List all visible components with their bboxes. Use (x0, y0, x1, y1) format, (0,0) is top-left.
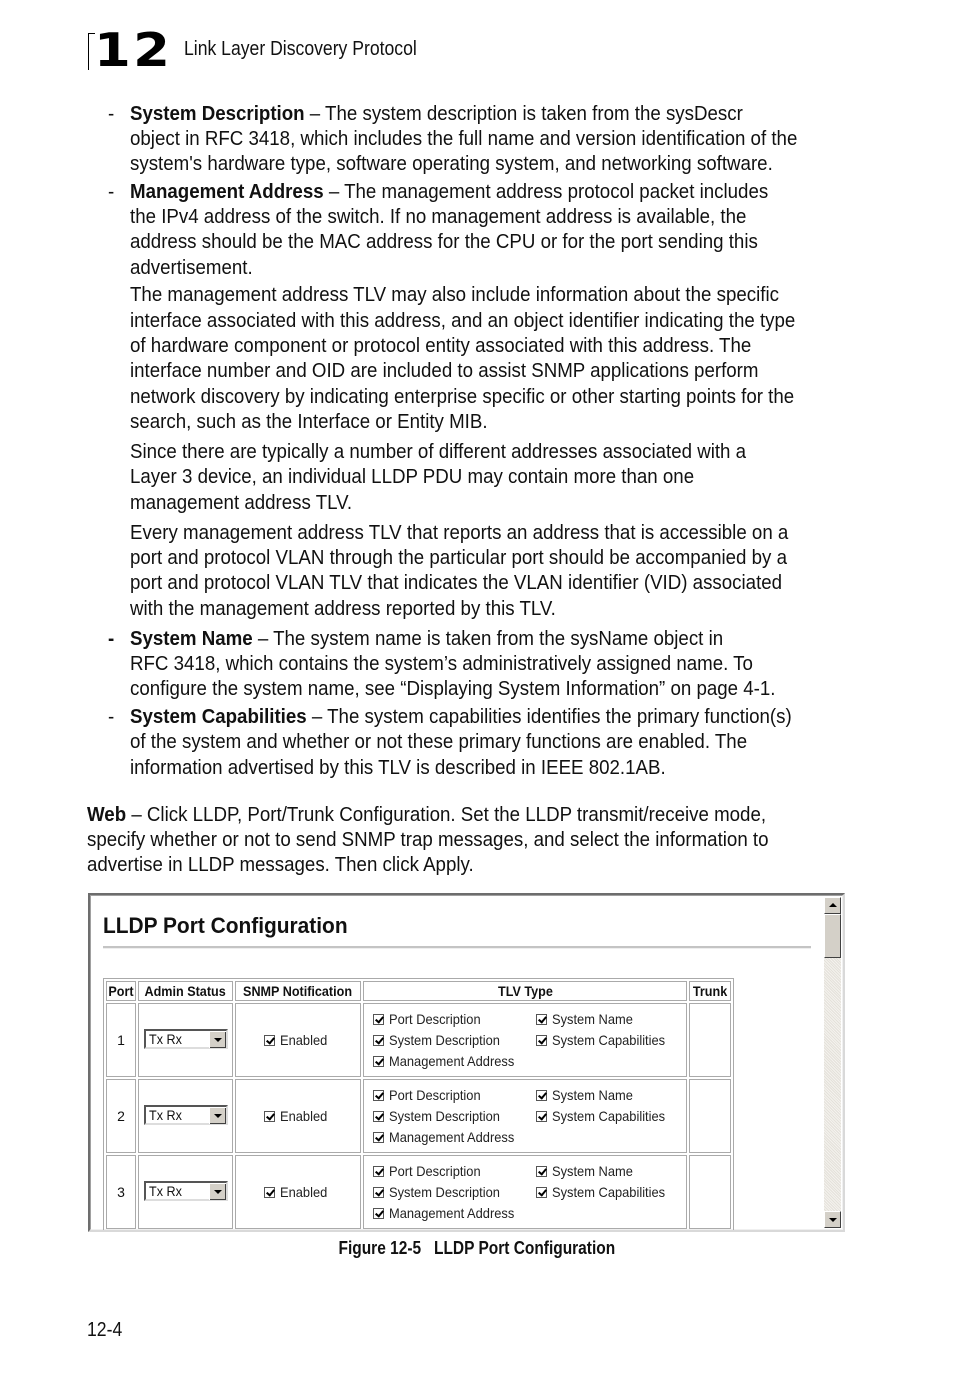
admin-status-cell (138, 1079, 233, 1153)
admin-status-cell (138, 1003, 233, 1077)
admin-status-select[interactable] (144, 1105, 228, 1125)
text-line: configure the system name, see “Displaying System Information” on page 4-1. (130, 678, 776, 700)
port-description-checkbox[interactable] (373, 1014, 384, 1025)
text-line: interface number and OID are included to assist SNMP applications perform (130, 360, 759, 382)
checkbox-label: System Capabilities (552, 1108, 666, 1124)
system-name-checkbox[interactable] (536, 1014, 547, 1025)
text-line: of the system and whether or not these primary functions are enabled. The (130, 731, 748, 753)
text-line: specify whether or not to send SNMP trap messages, and select the information to (87, 829, 769, 851)
checkbox-label: Management Address (389, 1205, 515, 1221)
system-capabilities-checkbox[interactable] (536, 1111, 547, 1122)
management-address-checkbox[interactable] (373, 1056, 384, 1067)
snmp-enabled-checkbox[interactable] (264, 1111, 275, 1122)
admin-status-select[interactable] (144, 1181, 228, 1201)
page-title: LLDP Port Configuration (103, 913, 348, 938)
table-row (106, 1079, 731, 1153)
trunk-cell (689, 1003, 731, 1077)
page-number: 12-4 (87, 1319, 123, 1341)
text-line: search, such as the Interface or Entity MIB. (130, 411, 488, 433)
checkbox-label: Port Description (389, 1163, 481, 1179)
term: System Capabilities (130, 706, 307, 728)
checkbox-label: System Name (552, 1087, 633, 1103)
text-line: of hardware component or protocol entity associated with this address. The (130, 335, 752, 357)
admin-status-value: Tx Rx (149, 1030, 182, 1047)
chevron-down-icon[interactable] (209, 1183, 226, 1200)
lldp-port-configuration-screenshot (88, 893, 845, 1232)
management-address-line: Management Address – The management address protocol packet includes (130, 181, 769, 203)
port-cell: 3 (106, 1155, 136, 1229)
scrollbar-thumb[interactable] (824, 914, 841, 958)
text-line: Layer 3 device, an individual LLDP PDU may contain more than one (130, 466, 695, 488)
text-line: advertisement. (130, 257, 253, 279)
admin-status-select[interactable] (144, 1029, 228, 1049)
text-line: interface associated with this address, and an object identifier indicating the type (130, 310, 796, 332)
system-description-checkbox[interactable] (373, 1187, 384, 1198)
checkbox-label: Enabled (280, 1032, 328, 1048)
scroll-up-arrow-icon[interactable] (824, 897, 841, 914)
snmp-notification-cell (235, 1003, 361, 1077)
admin-status-cell (138, 1155, 233, 1229)
table-row (106, 1003, 731, 1077)
text-line: Every management address TLV that reports an address that is accessible on a (130, 522, 789, 544)
column-header-trunk: Trunk (689, 981, 731, 1001)
text-line: Since there are typically a number of different addresses associated with a (130, 441, 747, 463)
text-line: address should be the MAC address for the CPU or for the port sending this (130, 231, 758, 253)
checkbox-label: Enabled (280, 1184, 328, 1200)
checkbox-label: Management Address (389, 1129, 515, 1145)
column-header-tlv-type: TLV Type (363, 981, 687, 1001)
system-name-checkbox[interactable] (536, 1090, 547, 1101)
term: System Description (130, 103, 305, 125)
checkbox-label: System Name (552, 1163, 633, 1179)
system-description-line: System Description – The system description is taken from the sysDescr (130, 103, 743, 125)
management-address-checkbox[interactable] (373, 1208, 384, 1219)
snmp-notification-cell (235, 1155, 361, 1229)
bullet-dash: - (108, 103, 115, 125)
checkbox-label: System Capabilities (552, 1184, 666, 1200)
snmp-enabled-checkbox[interactable] (264, 1035, 275, 1046)
checkbox-label: Management Address (389, 1053, 515, 1069)
chapter-number: 12 (94, 23, 173, 77)
bullet-dash: - (108, 628, 115, 650)
text-line: advertise in LLDP messages. Then click Apply. (87, 854, 474, 876)
lldp-port-table (103, 978, 734, 1232)
title-divider (103, 946, 811, 949)
trunk-cell (689, 1079, 731, 1153)
text-line: the IPv4 address of the switch. If no management address is available, the (130, 206, 747, 228)
vertical-scrollbar[interactable] (824, 897, 841, 1228)
text-line: network discovery by indicating enterprise specific or other starting points for the (130, 386, 795, 408)
system-name-checkbox[interactable] (536, 1166, 547, 1177)
text-line: system's hardware type, software operating system, and networking software. (130, 153, 773, 175)
snmp-notification-cell (235, 1079, 361, 1153)
column-header-snmp-notification: SNMP Notification (235, 981, 361, 1001)
checkbox-label: System Description (389, 1108, 500, 1124)
text-line: information advertised by this TLV is described in IEEE 802.1AB. (130, 757, 666, 779)
checkbox-label: System Capabilities (552, 1032, 666, 1048)
tlv-type-cell (363, 1079, 687, 1153)
bullet-dash: - (108, 181, 115, 203)
table-row (106, 1155, 731, 1229)
bullet-dash: - (108, 706, 115, 728)
snmp-enabled-checkbox[interactable] (264, 1187, 275, 1198)
tlv-type-cell (363, 1003, 687, 1077)
web-instructions-line: Web – Click LLDP, Port/Trunk Configuration. Set the LLDP transmit/receive mode, (87, 804, 767, 826)
trunk-cell (689, 1155, 731, 1229)
text-line: management address TLV. (130, 492, 353, 514)
system-capabilities-checkbox[interactable] (536, 1187, 547, 1198)
system-name-line: System Name – The system name is taken from the sysName object in (130, 628, 724, 650)
column-header-port: Port (106, 981, 136, 1001)
chapter-title: Link Layer Discovery Protocol (184, 38, 417, 60)
system-description-checkbox[interactable] (373, 1035, 384, 1046)
column-header-admin-status: Admin Status (138, 981, 233, 1001)
admin-status-value: Tx Rx (149, 1182, 182, 1199)
term: Management Address (130, 181, 324, 203)
port-cell: 1 (106, 1003, 136, 1077)
text-line: port and protocol VLAN through the particular port should be accompanied by a (130, 547, 787, 569)
checkbox-label: Enabled (280, 1108, 328, 1124)
checkbox-label: System Description (389, 1032, 500, 1048)
port-description-checkbox[interactable] (373, 1166, 384, 1177)
chevron-down-icon[interactable] (209, 1107, 226, 1124)
checkbox-label: Port Description (389, 1087, 481, 1103)
system-description-checkbox[interactable] (373, 1111, 384, 1122)
system-capabilities-line: System Capabilities – The system capabilities identifies the primary function(s) (130, 706, 792, 728)
scroll-down-arrow-icon[interactable] (824, 1211, 841, 1228)
port-cell: 2 (106, 1079, 136, 1153)
table-header-row (106, 981, 731, 1001)
text-line: with the management address reported by this TLV. (130, 598, 556, 620)
text-line: The management address TLV may also include information about the specific (130, 284, 779, 306)
checkbox-label: System Description (389, 1184, 500, 1200)
checkbox-label: Port Description (389, 1011, 481, 1027)
admin-status-value: Tx Rx (149, 1106, 182, 1123)
checkbox-label: System Name (552, 1011, 633, 1027)
text-line: object in RFC 3418, which includes the full name and version identification of the (130, 128, 798, 150)
chevron-down-icon[interactable] (209, 1031, 226, 1048)
figure-caption: Figure 12-5 LLDP Port Configuration (338, 1238, 616, 1258)
system-capabilities-checkbox[interactable] (536, 1035, 547, 1046)
text-line: port and protocol VLAN TLV that indicates the VLAN identifier (VID) associated (130, 572, 783, 594)
management-address-checkbox[interactable] (373, 1132, 384, 1143)
term: System Name (130, 628, 253, 650)
term: Web (87, 804, 127, 826)
port-description-checkbox[interactable] (373, 1090, 384, 1101)
text-line: RFC 3418, which contains the system’s administratively assigned name. To (130, 653, 753, 675)
tlv-type-cell (363, 1155, 687, 1229)
